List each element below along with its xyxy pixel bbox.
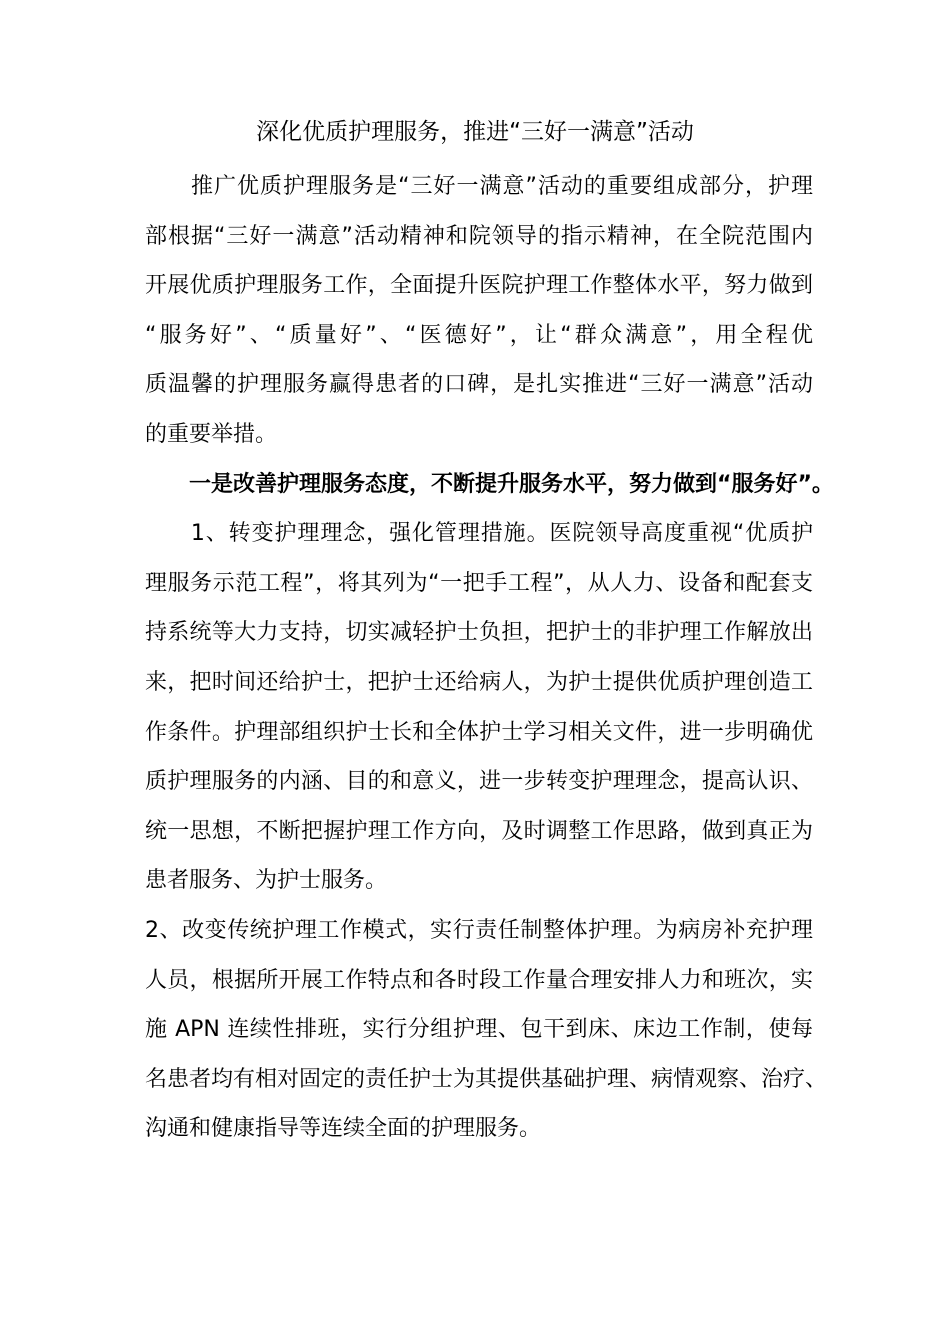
paragraph-line: 质护理服务的内涵、目的和意义，进一步转变护理理念，提高认识、	[145, 769, 813, 795]
document-title: 深化优质护理服务，推进“三好一满意”活动	[256, 119, 694, 145]
paragraph-line: 理服务示范工程”，将其列为“一把手工程”，从人力、设备和配套支	[145, 570, 813, 596]
paragraph-line: 持系统等大力支持，切实减轻护士负担，把护士的非护理工作解放出	[145, 620, 813, 646]
paragraph-line: 开展优质护理服务工作，全面提升医院护理工作整体水平，努力做到	[145, 273, 813, 299]
paragraph-line: 统一思想，不断把握护理工作方向，及时调整工作思路，做到真正为	[145, 818, 813, 844]
paragraph-line: “服务好”、“质量好”、“医德好”，让“群众满意”，用全程优	[145, 322, 813, 348]
paragraph-line: 来，把时间还给护士，把护士还给病人，为护士提供优质护理创造工	[145, 669, 813, 695]
paragraph-line: 1、转变护理理念，强化管理措施。医院领导高度重视“优质护	[145, 521, 813, 547]
document-body	[145, 162, 834, 1154]
paragraph-line: 患者服务、为护士服务。	[145, 868, 388, 894]
paragraph-line: 推广优质护理服务是“三好一满意”活动的重要组成部分，护理	[145, 174, 813, 199]
section-heading-line: 一是改善护理服务态度，不断提升服务水平，努力做到“服务好”。	[145, 471, 834, 497]
paragraph-line: 沟通和健康指导等连续全面的护理服务。	[145, 1116, 542, 1142]
paragraph-line: 的重要举措。	[145, 421, 278, 447]
paragraph-line: 名患者均有相对固定的责任护士为其提供基础护理、病情观察、治疗、	[145, 1066, 828, 1092]
paragraph-line: 人员，根据所开展工作特点和各时段工作量合理安排人力和班次，实	[145, 967, 813, 993]
paragraph-line: 部根据“三好一满意”活动精神和院领导的指示精神，在全院范围内	[145, 223, 813, 249]
paragraph-line: 2、改变传统护理工作模式，实行责任制整体护理。为病房补充护理	[145, 917, 813, 943]
paragraph-line: 施 APN 连续性排班，实行分组护理、包干到床、床边工作制，使每	[145, 1017, 813, 1043]
paragraph-line: 质温馨的护理服务赢得患者的口碑，是扎实推进“三好一满意”活动	[145, 372, 813, 398]
paragraph-line: 作条件。护理部组织护士长和全体护士学习相关文件，进一步明确优	[145, 719, 813, 745]
